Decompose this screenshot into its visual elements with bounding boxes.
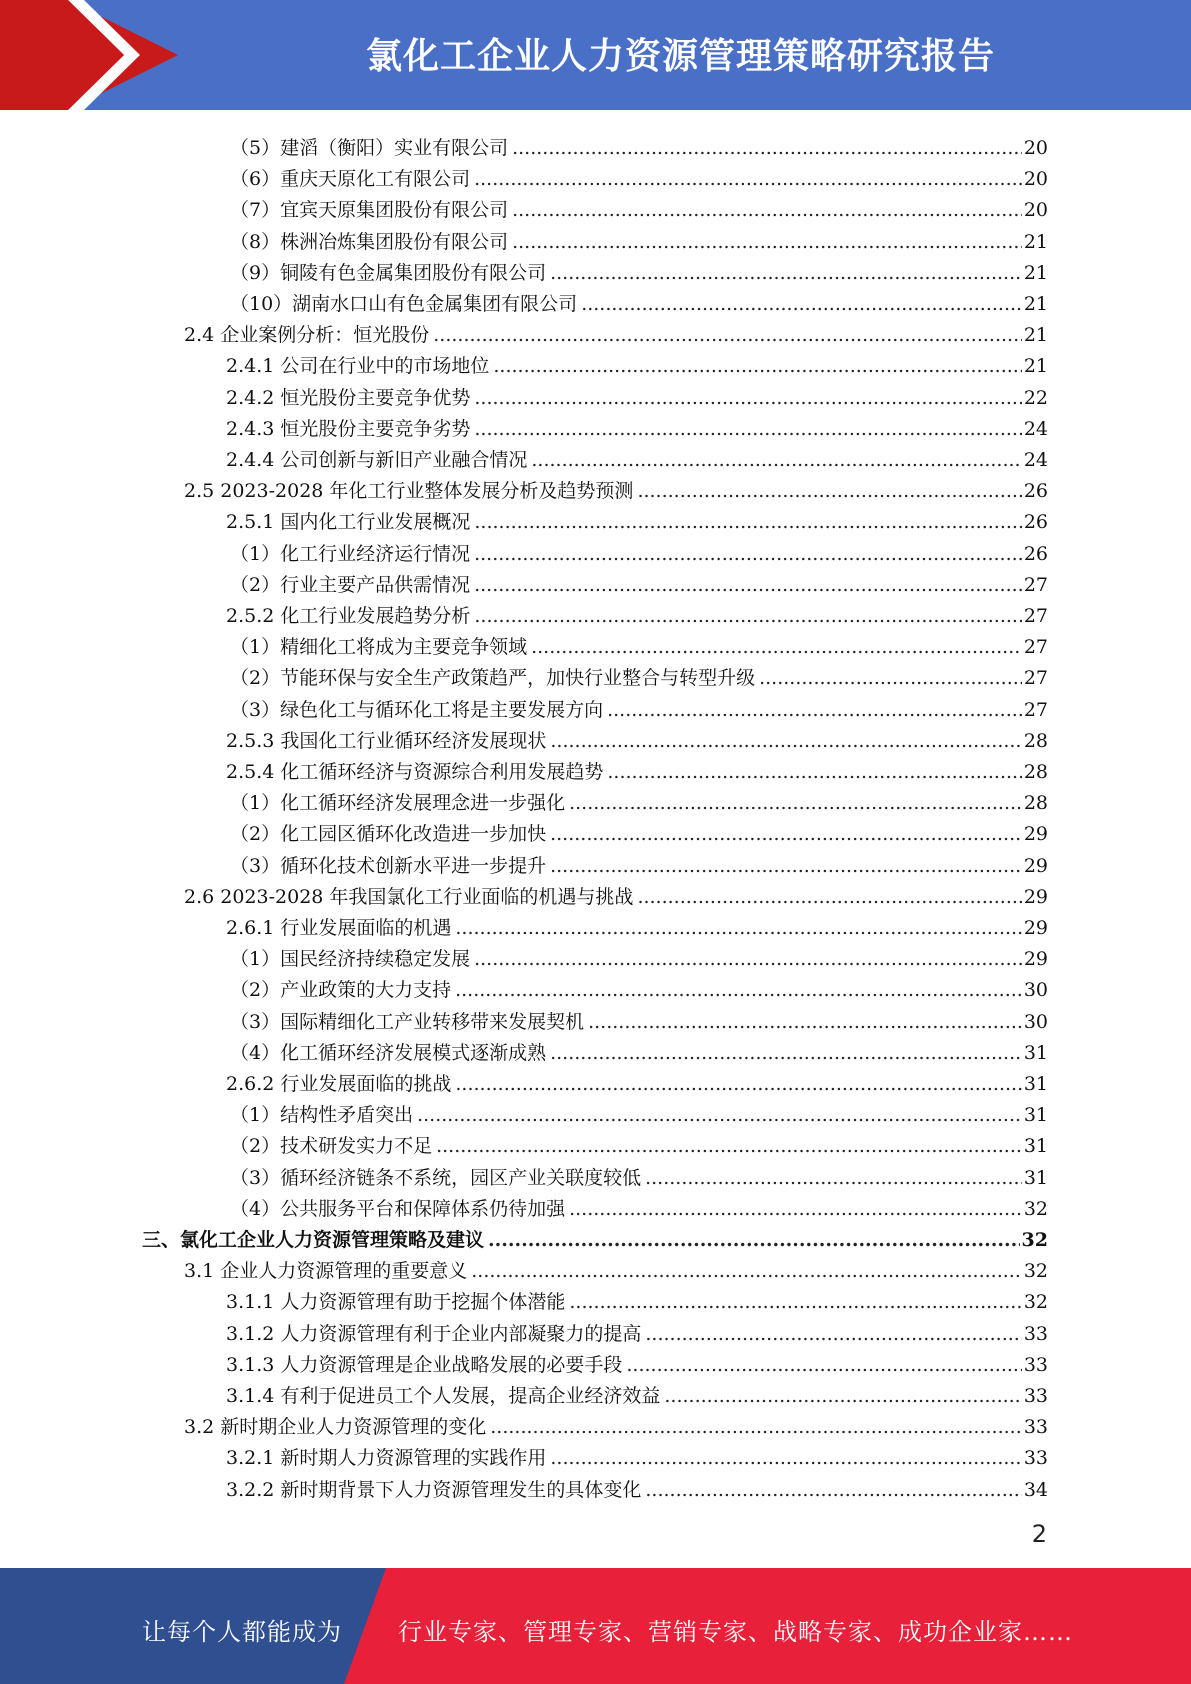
toc-leader-dots (569, 792, 1022, 814)
toc-leader-dots (490, 1416, 1022, 1438)
toc-entry-label: 2.5.4 化工循环经济与资源综合利用发展趋势 (226, 761, 604, 783)
toc-leader-dots (455, 917, 1021, 939)
toc-entry-label: （8）株洲冶炼集团股份有限公司 (230, 230, 509, 253)
toc-entry[interactable] (230, 565, 1048, 596)
toc-leader-dots (645, 1323, 1021, 1345)
toc-entry[interactable] (230, 534, 1048, 565)
toc-entry[interactable] (184, 877, 1048, 908)
toc-entry-page: 33 (1023, 1322, 1048, 1345)
toc-entry-page: 33 (1023, 1447, 1048, 1470)
toc-leader-dots (569, 1198, 1022, 1220)
toc-entry-label: 2.5.3 我国化工行业循环经济发展现状 (226, 729, 547, 752)
toc-entry-page: 21 (1023, 293, 1048, 315)
page-footer (0, 1568, 1191, 1684)
toc-leader-dots (550, 730, 1021, 752)
toc-entry-page: 29 (1023, 823, 1048, 846)
toc-entry[interactable] (226, 908, 1048, 939)
toc-entry-label: 3.1.1 人力资源管理有助于挖掘个体潜能 (226, 1291, 566, 1314)
toc-entry-page: 21 (1023, 261, 1048, 284)
toc-entry-page: 33 (1023, 1353, 1048, 1376)
toc-leader-dots (512, 137, 1022, 159)
toc-entry-label: 2.5 2023-2028 年化工行业整体发展分析及趋势预测 (184, 480, 634, 503)
toc-entry-page: 21 (1023, 230, 1048, 253)
toc-leader-dots (474, 574, 1022, 596)
toc-entry[interactable] (230, 1033, 1048, 1064)
toc-leader-dots (607, 761, 1021, 783)
toc-entry-label: （3）循环化技术创新水平进一步提升 (230, 854, 547, 877)
toc-entry-page: 32 (1021, 1229, 1048, 1251)
toc-entry[interactable] (142, 1220, 1048, 1251)
toc-entry-page: 32 (1023, 1197, 1048, 1220)
toc-leader-dots (471, 1260, 1022, 1282)
toc-entry[interactable] (230, 1095, 1048, 1126)
toc-entry-page: 30 (1023, 979, 1048, 1002)
toc-entry-page: 32 (1023, 1260, 1048, 1283)
toc-entry-page: 31 (1023, 1041, 1048, 1064)
toc-entry-label: （6）重庆天原化工有限公司 (230, 168, 471, 191)
toc-entry-page: 28 (1023, 761, 1048, 783)
toc-leader-dots (474, 511, 1021, 533)
toc-entry-label: （2）节能环保与安全生产政策趋严，加快行业整合与转型升级 (230, 667, 756, 690)
toc-entry-label: （2）技术研发实力不足 (230, 1135, 433, 1158)
toc-entry-label: （1）化工循环经济发展理念进一步强化 (230, 792, 566, 815)
toc-entry-page: 27 (1023, 698, 1048, 721)
toc-leader-dots (759, 667, 1022, 689)
toc-entry[interactable] (226, 596, 1048, 627)
toc-leader-dots (569, 1291, 1021, 1313)
toc-entry-label: （3）循环经济链条不系统，园区产业关联度较低 (230, 1166, 642, 1189)
toc-entry[interactable] (230, 253, 1048, 284)
toc-leader-dots (436, 1135, 1022, 1157)
toc-entry-page: 31 (1023, 1073, 1048, 1095)
toc-entry-page: 20 (1023, 199, 1048, 222)
toc-leader-dots (455, 979, 1022, 1001)
toc-entry[interactable] (184, 1407, 1048, 1438)
toc-entry-page: 33 (1023, 1416, 1048, 1439)
report-title: 氯化工企业人力资源管理策略研究报告 (365, 36, 995, 77)
toc-entry[interactable] (230, 1126, 1048, 1157)
toc-entry[interactable] (226, 409, 1048, 440)
toc-entry[interactable] (226, 440, 1048, 471)
toc-entry-page: 24 (1023, 449, 1048, 471)
toc-leader-dots (637, 886, 1021, 908)
toc-entry-label: 2.4 企业案例分析：恒光股份 (184, 324, 430, 347)
toc-entry-label: （4）公共服务平台和保障体系仍待加强 (230, 1197, 566, 1220)
toc-entry-label: 3.2 新时期企业人力资源管理的变化 (184, 1416, 487, 1439)
toc-entry[interactable] (230, 814, 1048, 845)
toc-entry-label: 3.2.2 新时期背景下人力资源管理发生的具体变化 (226, 1478, 642, 1501)
toc-entry[interactable] (230, 190, 1048, 221)
toc-entry[interactable] (230, 783, 1048, 814)
toc-entry-label: （4）化工循环经济发展模式逐渐成熟 (230, 1041, 547, 1064)
toc-entry[interactable] (230, 658, 1048, 689)
toc-entry-label: （7）宜宾天原集团股份有限公司 (230, 199, 509, 222)
toc-entry-label: （1）精细化工将成为主要竞争领域 (230, 636, 528, 659)
toc-entry[interactable] (184, 471, 1048, 502)
page-number: 2 (1031, 1520, 1047, 1548)
toc-entry-label: 3.1.3 人力资源管理是企业战略发展的必要手段 (226, 1353, 623, 1376)
toc-leader-dots (664, 1385, 1021, 1407)
header-chevron-icon (58, 0, 150, 110)
toc-entry[interactable] (184, 1251, 1048, 1282)
toc-entry-page: 20 (1023, 137, 1048, 159)
toc-leader-dots (588, 1011, 1022, 1033)
toc-entry-page: 34 (1023, 1478, 1048, 1501)
toc-leader-dots (550, 823, 1022, 845)
toc-leader-dots (433, 324, 1022, 346)
toc-entry-label: 2.4.2 恒光股份主要竞争优势 (226, 386, 471, 409)
toc-entry-label: 3.1.4 有利于促进员工个人发展，提高企业经济效益 (226, 1385, 661, 1407)
toc-entry-page: 24 (1023, 417, 1048, 440)
toc-entry-page: 27 (1023, 636, 1048, 659)
toc-entry-label: 2.5.1 国内化工行业发展概况 (226, 511, 471, 534)
footer-slogan-left: 让每个人都能成为 (142, 1618, 342, 1646)
toc-leader-dots (550, 855, 1022, 877)
toc-entry-page: 31 (1023, 1104, 1048, 1127)
toc-entry-page: 31 (1023, 1166, 1048, 1189)
toc-entry-label: 2.6.2 行业发展面临的挑战 (226, 1073, 452, 1095)
toc-leader-dots (607, 699, 1022, 721)
page-header (0, 0, 1191, 110)
toc-leader-dots (417, 1104, 1022, 1126)
toc-entry-label: 三、氯化工企业人力资源管理策略及建议 (142, 1229, 485, 1251)
toc-leader-dots (626, 1354, 1021, 1376)
toc-entry-page: 29 (1023, 854, 1048, 877)
toc-entry-label: （2）化工园区循环化改造进一步加快 (230, 823, 547, 846)
toc-entry-label: （2）行业主要产品供需情况 (230, 573, 471, 596)
toc-entry-label: （3）绿色化工与循环化工将是主要发展方向 (230, 698, 604, 721)
toc-entry-page: 27 (1023, 667, 1048, 690)
toc-entry[interactable] (226, 721, 1048, 752)
toc-entry-page: 32 (1023, 1291, 1048, 1314)
toc-entry-label: （1）化工行业经济运行情况 (230, 542, 471, 565)
toc-entry[interactable] (230, 222, 1048, 253)
toc-entry[interactable] (230, 846, 1048, 877)
toc-leader-dots (531, 636, 1022, 658)
toc-entry-label: 3.1 企业人力资源管理的重要意义 (184, 1260, 468, 1283)
toc-entry[interactable] (230, 128, 1048, 159)
toc-entry[interactable] (230, 1002, 1048, 1033)
toc-entry[interactable] (230, 690, 1048, 721)
toc-entry-page: 21 (1023, 324, 1048, 347)
toc-leader-dots (474, 543, 1022, 565)
toc-entry-label: 2.4.3 恒光股份主要竞争劣势 (226, 417, 471, 440)
toc-entry-page: 26 (1023, 480, 1048, 503)
toc-entry[interactable] (230, 970, 1048, 1001)
toc-entry-page: 22 (1023, 386, 1048, 409)
toc-leader-dots (581, 293, 1022, 315)
toc-entry[interactable] (226, 1064, 1048, 1095)
footer-slogan-right: 行业专家、管理专家、营销专家、战略专家、成功企业家…… (398, 1618, 1073, 1646)
toc-entry[interactable] (226, 1282, 1048, 1313)
toc-entry-page: 26 (1023, 511, 1048, 534)
toc-entry[interactable] (226, 752, 1048, 783)
toc-entry-label: 3.2.1 新时期人力资源管理的实践作用 (226, 1447, 547, 1470)
toc-leader-dots (488, 1229, 1020, 1251)
toc-entry-page: 29 (1023, 885, 1048, 908)
toc-leader-dots (637, 480, 1021, 502)
toc-leader-dots (455, 1073, 1021, 1095)
toc-entry[interactable] (226, 1438, 1048, 1469)
toc-entry[interactable] (226, 502, 1048, 533)
toc-leader-dots (550, 262, 1022, 284)
toc-entry-label: 3.1.2 人力资源管理有利于企业内部凝聚力的提高 (226, 1322, 642, 1345)
toc-entry-label: 2.4.4 公司创新与新旧产业融合情况 (226, 449, 528, 471)
toc-leader-dots (645, 1167, 1022, 1189)
toc-entry-page: 27 (1023, 573, 1048, 596)
toc-entry[interactable] (226, 1376, 1048, 1407)
toc-entry-label: 2.4.1 公司在行业中的市场地位 (226, 355, 490, 378)
toc-entry-label: （9）铜陵有色金属集团股份有限公司 (230, 261, 547, 284)
toc-leader-dots (550, 1042, 1022, 1064)
toc-entry-page: 20 (1023, 168, 1048, 191)
toc-leader-dots (493, 355, 1021, 377)
toc-entry[interactable] (230, 939, 1048, 970)
toc-entry-page: 29 (1023, 917, 1048, 939)
toc-entry-label: （1）结构性矛盾突出 (230, 1104, 414, 1127)
toc-entry-label: 2.6.1 行业发展面临的机遇 (226, 917, 452, 939)
toc-entry-label: （10）湖南水口山有色金属集团有限公司 (230, 293, 578, 315)
toc-entry[interactable] (230, 627, 1048, 658)
toc-entry-page: 21 (1023, 355, 1048, 378)
toc-entry-page: 33 (1023, 1385, 1048, 1407)
toc-leader-dots (645, 1479, 1021, 1501)
toc-entry-page: 31 (1023, 1135, 1048, 1158)
toc-entry-page: 29 (1023, 948, 1048, 971)
toc-entry-page: 28 (1023, 729, 1048, 752)
toc-entry-label: （2）产业政策的大力支持 (230, 979, 452, 1002)
toc-entry[interactable] (226, 346, 1048, 377)
toc-leader-dots (474, 418, 1021, 440)
toc-leader-dots (512, 231, 1022, 253)
toc-leader-dots (550, 1447, 1021, 1469)
toc-entry[interactable] (230, 284, 1048, 315)
toc-entry-page: 27 (1023, 605, 1048, 627)
toc-entry-page: 30 (1023, 1010, 1048, 1033)
toc-entry[interactable] (230, 1158, 1048, 1189)
toc-entry[interactable] (226, 1345, 1048, 1376)
toc-entry-label: （1）国民经济持续稳定发展 (230, 948, 471, 971)
toc-leader-dots (474, 948, 1022, 970)
toc-entry[interactable] (226, 1470, 1048, 1501)
toc-entry-label: （5）建滔（衡阳）实业有限公司 (230, 137, 509, 159)
toc-entry[interactable] (184, 315, 1048, 346)
toc-entry-page: 28 (1023, 792, 1048, 815)
toc-entry-label: （3）国际精细化工产业转移带来发展契机 (230, 1010, 585, 1033)
toc-entry[interactable] (226, 378, 1048, 409)
toc-leader-dots (531, 449, 1021, 471)
toc-entry-label: 2.5.2 化工行业发展趋势分析 (226, 605, 471, 627)
toc-leader-dots (474, 605, 1021, 627)
toc-leader-dots (474, 387, 1021, 409)
toc-leader-dots (512, 199, 1022, 221)
toc-entry-label: 2.6 2023-2028 年我国氯化工行业面临的机遇与挑战 (184, 885, 634, 908)
toc-entry[interactable] (226, 1314, 1048, 1345)
toc-leader-dots (474, 168, 1022, 190)
toc-entry-page: 26 (1023, 542, 1048, 565)
toc-entry[interactable] (230, 1189, 1048, 1220)
toc-entry[interactable] (230, 159, 1048, 190)
